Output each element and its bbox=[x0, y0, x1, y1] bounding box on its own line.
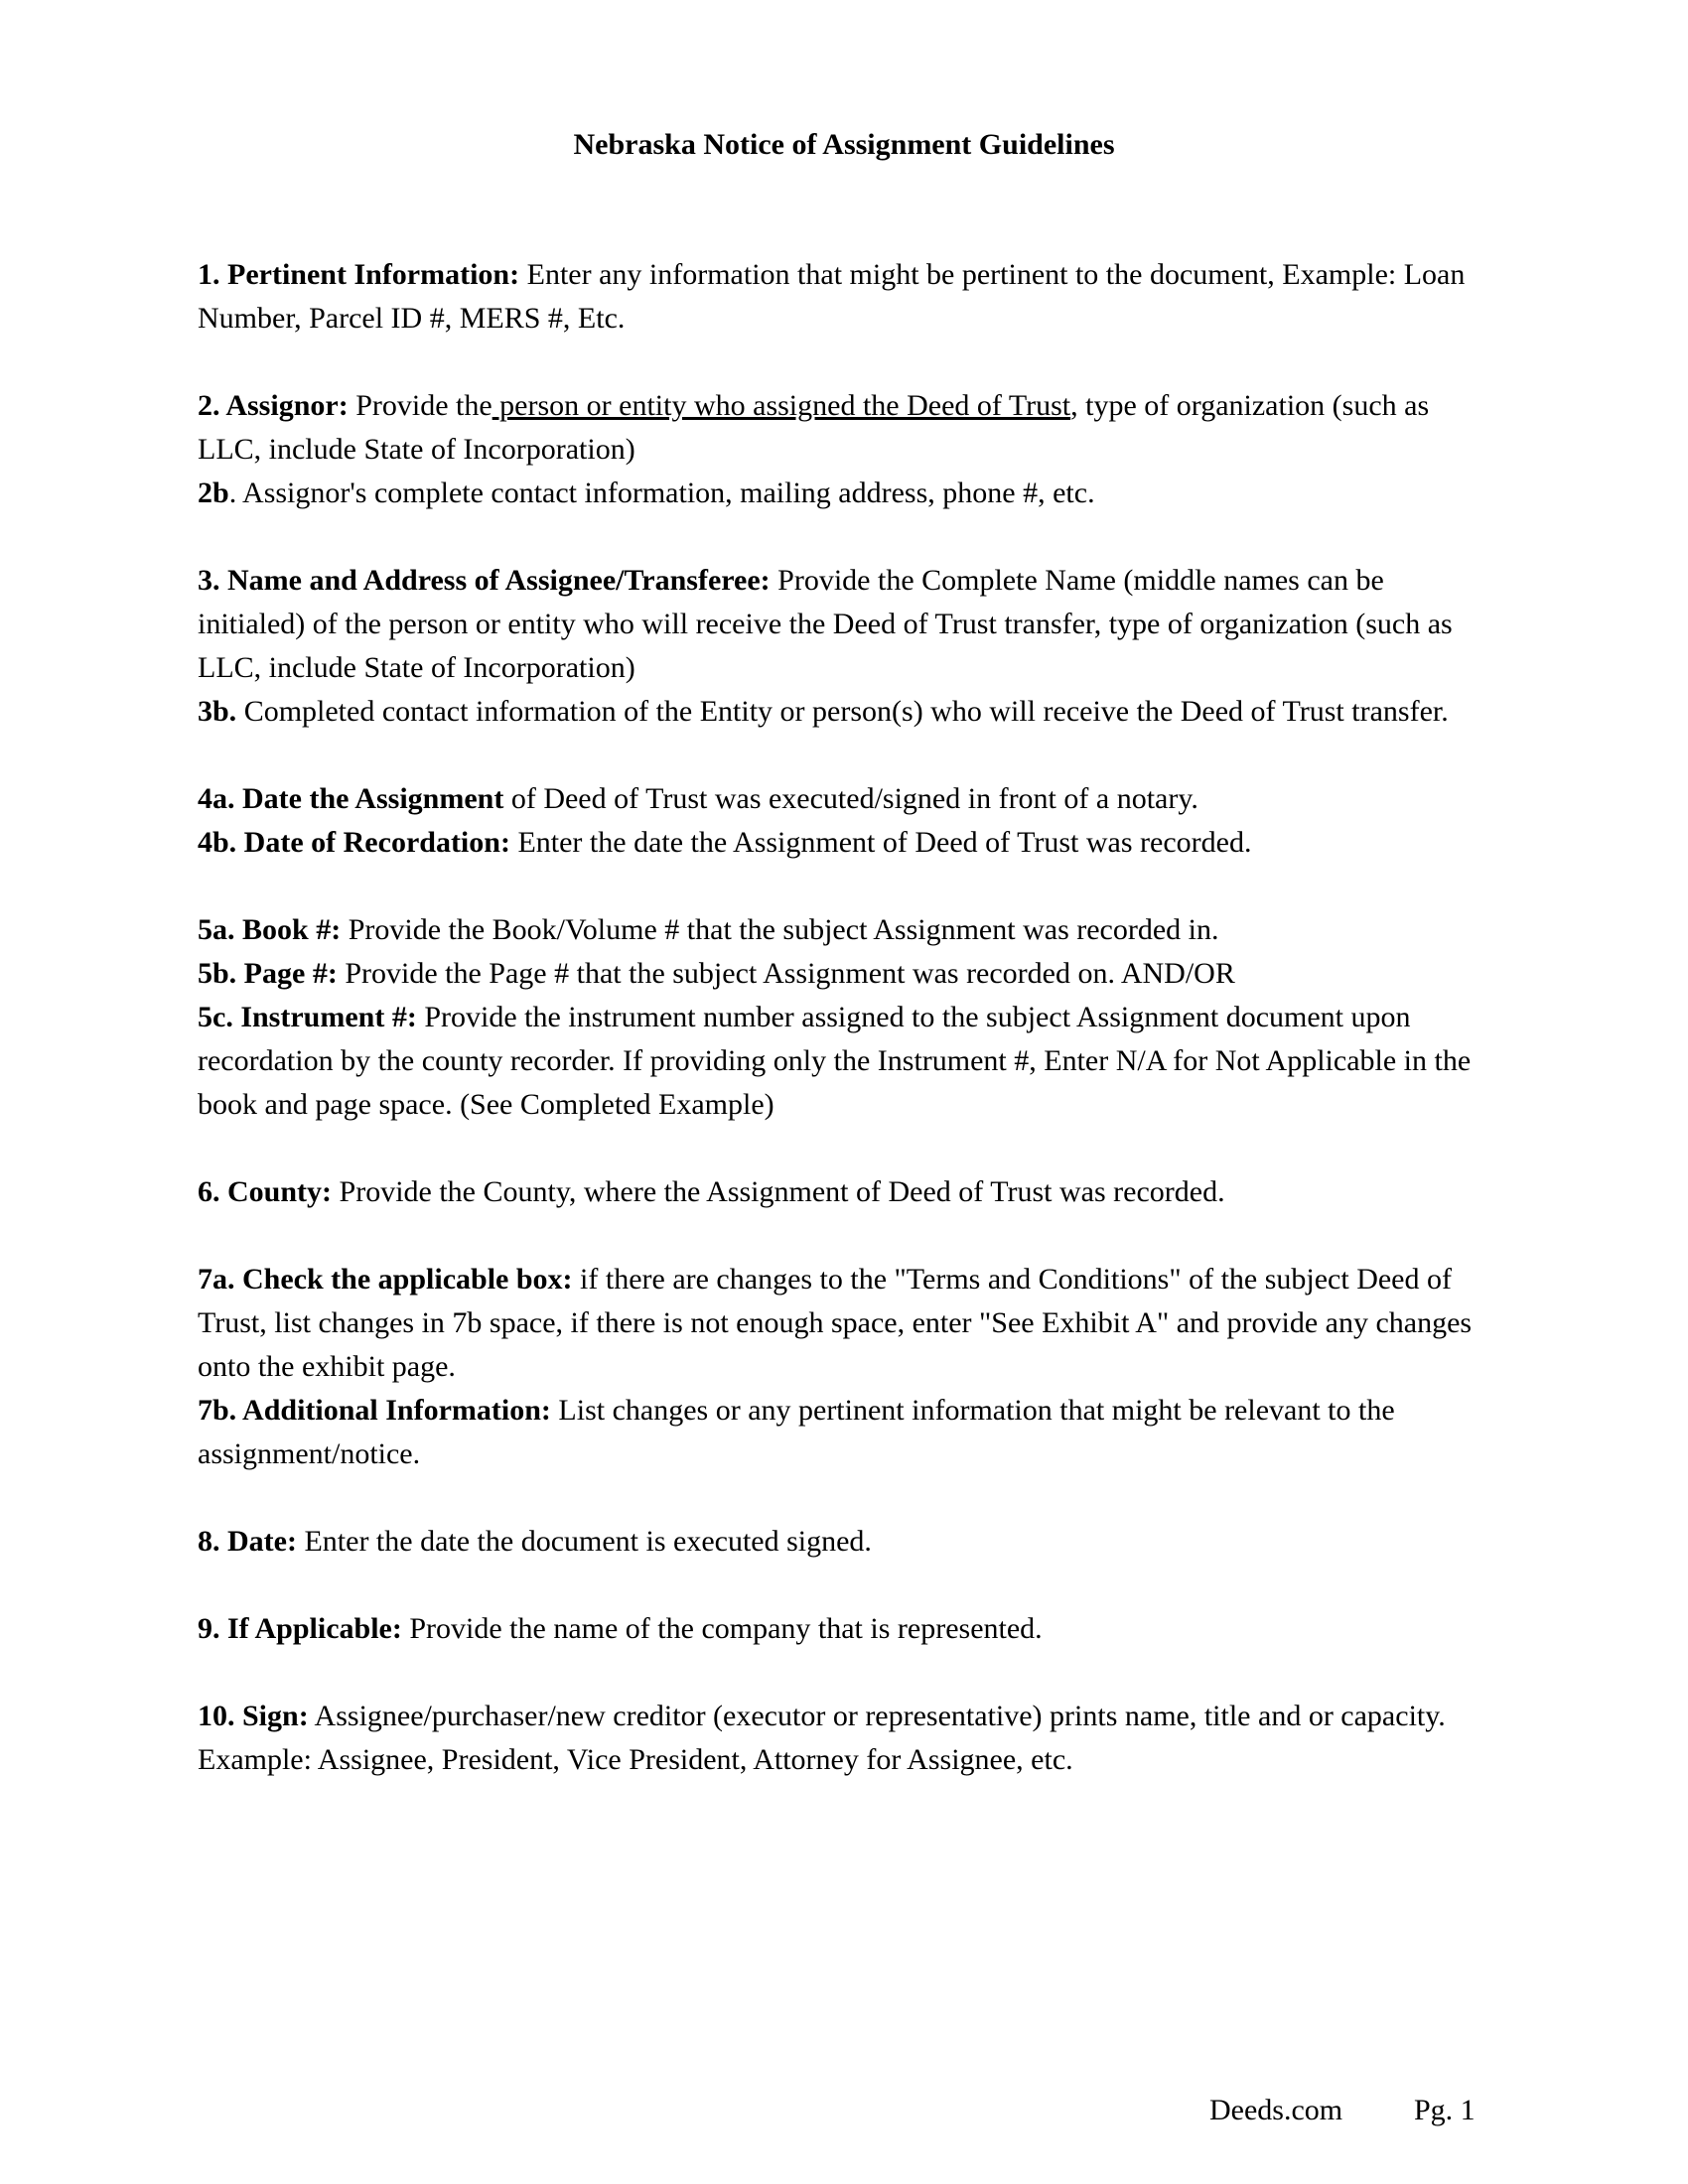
section-text: Provide the Page # that the subject Assignment was recorded on. AND/OR bbox=[337, 957, 1235, 990]
footer-page-number: Pg. 1 bbox=[1414, 2094, 1476, 2126]
section-2-group bbox=[198, 384, 1488, 515]
section-2b bbox=[198, 472, 1488, 515]
section-4a bbox=[198, 777, 1488, 821]
section-text: Provide the Complete Name (middle names can be initialed) of the person or entity who will receive the Deed of Trust transfer, type of organization (such as LLC, include State of Incorporation) bbox=[198, 564, 1453, 684]
page-title: Nebraska Notice of Assignment Guidelines bbox=[573, 128, 1115, 161]
section-label: 5b. Page #: bbox=[198, 957, 338, 990]
section-3 bbox=[198, 559, 1488, 690]
section-label: 5c. Instrument #: bbox=[198, 1001, 417, 1033]
section-label: 4b. Date of Recordation: bbox=[198, 826, 510, 859]
section-5c bbox=[198, 996, 1488, 1127]
section-text: if there are changes to the "Terms and Conditions" of the subject Deed of Trust, list changes in 7b space, if there is not enough space, enter "See Exhibit A" and provide any changes onto the exhibit page. bbox=[198, 1263, 1473, 1383]
section-label: 9. If Applicable: bbox=[198, 1612, 402, 1645]
section-7-group bbox=[198, 1258, 1488, 1476]
section-6 bbox=[198, 1170, 1488, 1214]
section-label: 8. Date: bbox=[198, 1525, 297, 1558]
section-label: 5a. Book #: bbox=[198, 913, 342, 946]
section-label: 3b. bbox=[198, 695, 237, 728]
section-label: 7b. Additional Information: bbox=[198, 1394, 551, 1427]
section-3b bbox=[198, 690, 1488, 734]
section-text: Enter the date the Assignment of Deed of Trust was recorded. bbox=[509, 826, 1252, 859]
section-5b bbox=[198, 952, 1488, 996]
section-label: 7a. Check the applicable box: bbox=[198, 1263, 573, 1296]
section-text: Enter the date the document is executed signed. bbox=[296, 1525, 872, 1558]
section-text: Provide the name of the company that is represented. bbox=[401, 1612, 1043, 1645]
section-text: Completed contact information of the Entity or person(s) who will receive the Deed of Trust transfer. bbox=[236, 695, 1449, 728]
section-9 bbox=[198, 1607, 1488, 1651]
underlined-text: person or entity who assigned the Deed of Trust bbox=[492, 389, 1071, 422]
section-3-group bbox=[198, 559, 1488, 734]
section-text: Enter any information that might be pertinent to the document, Example: Loan Number, Parcel ID #, MERS #, Etc. bbox=[198, 258, 1466, 335]
section-label: 2b bbox=[198, 477, 229, 509]
section-label: 2. Assignor: bbox=[198, 389, 349, 422]
section-text: Provide the bbox=[348, 389, 492, 422]
guidelines-body bbox=[198, 253, 1488, 1826]
section-label: 1. Pertinent Information: bbox=[198, 258, 520, 291]
section-8 bbox=[198, 1520, 1488, 1564]
section-text: Provide the County, where the Assignment of Deed of Trust was recorded. bbox=[332, 1175, 1225, 1208]
section-label: 4a. Date the Assignment bbox=[198, 782, 504, 815]
section-5a bbox=[198, 908, 1488, 952]
section-text: . Assignor's complete contact information, mailing address, phone #, etc. bbox=[228, 477, 1095, 509]
section-text: List changes or any pertinent information that might be relevant to the assignment/notice. bbox=[198, 1394, 1395, 1470]
section-text: Assignee/purchaser/new creditor (executor or representative) prints name, title and or capacity. Example: Assignee, President, Vice President, Attorney for Assignee, etc. bbox=[198, 1700, 1446, 1776]
section-10 bbox=[198, 1695, 1488, 1782]
section-4-group bbox=[198, 777, 1488, 865]
section-7a bbox=[198, 1258, 1488, 1389]
section-label: 6. County: bbox=[198, 1175, 333, 1208]
section-label: 10. Sign: bbox=[198, 1700, 309, 1732]
section-label: 3. Name and Address of Assignee/Transferee: bbox=[198, 564, 771, 597]
section-5-group bbox=[198, 908, 1488, 1127]
footer-site-name: Deeds.com bbox=[1209, 2094, 1343, 2126]
section-text: of Deed of Trust was executed/signed in front of a notary. bbox=[503, 782, 1198, 815]
section-7b bbox=[198, 1389, 1488, 1476]
section-2 bbox=[198, 384, 1488, 472]
section-4b bbox=[198, 821, 1488, 865]
section-text: Provide the instrument number assigned to the subject Assignment document upon recordation by the county recorder. If providing only the Instrument #, Enter N/A for Not Applicable in the book and page space. (See Completed Example) bbox=[198, 1001, 1472, 1121]
section-text: , type of organization (such as LLC, include State of Incorporation) bbox=[198, 389, 1430, 466]
section-1 bbox=[198, 253, 1488, 341]
section-text: Provide the Book/Volume # that the subject Assignment was recorded in. bbox=[341, 913, 1219, 946]
